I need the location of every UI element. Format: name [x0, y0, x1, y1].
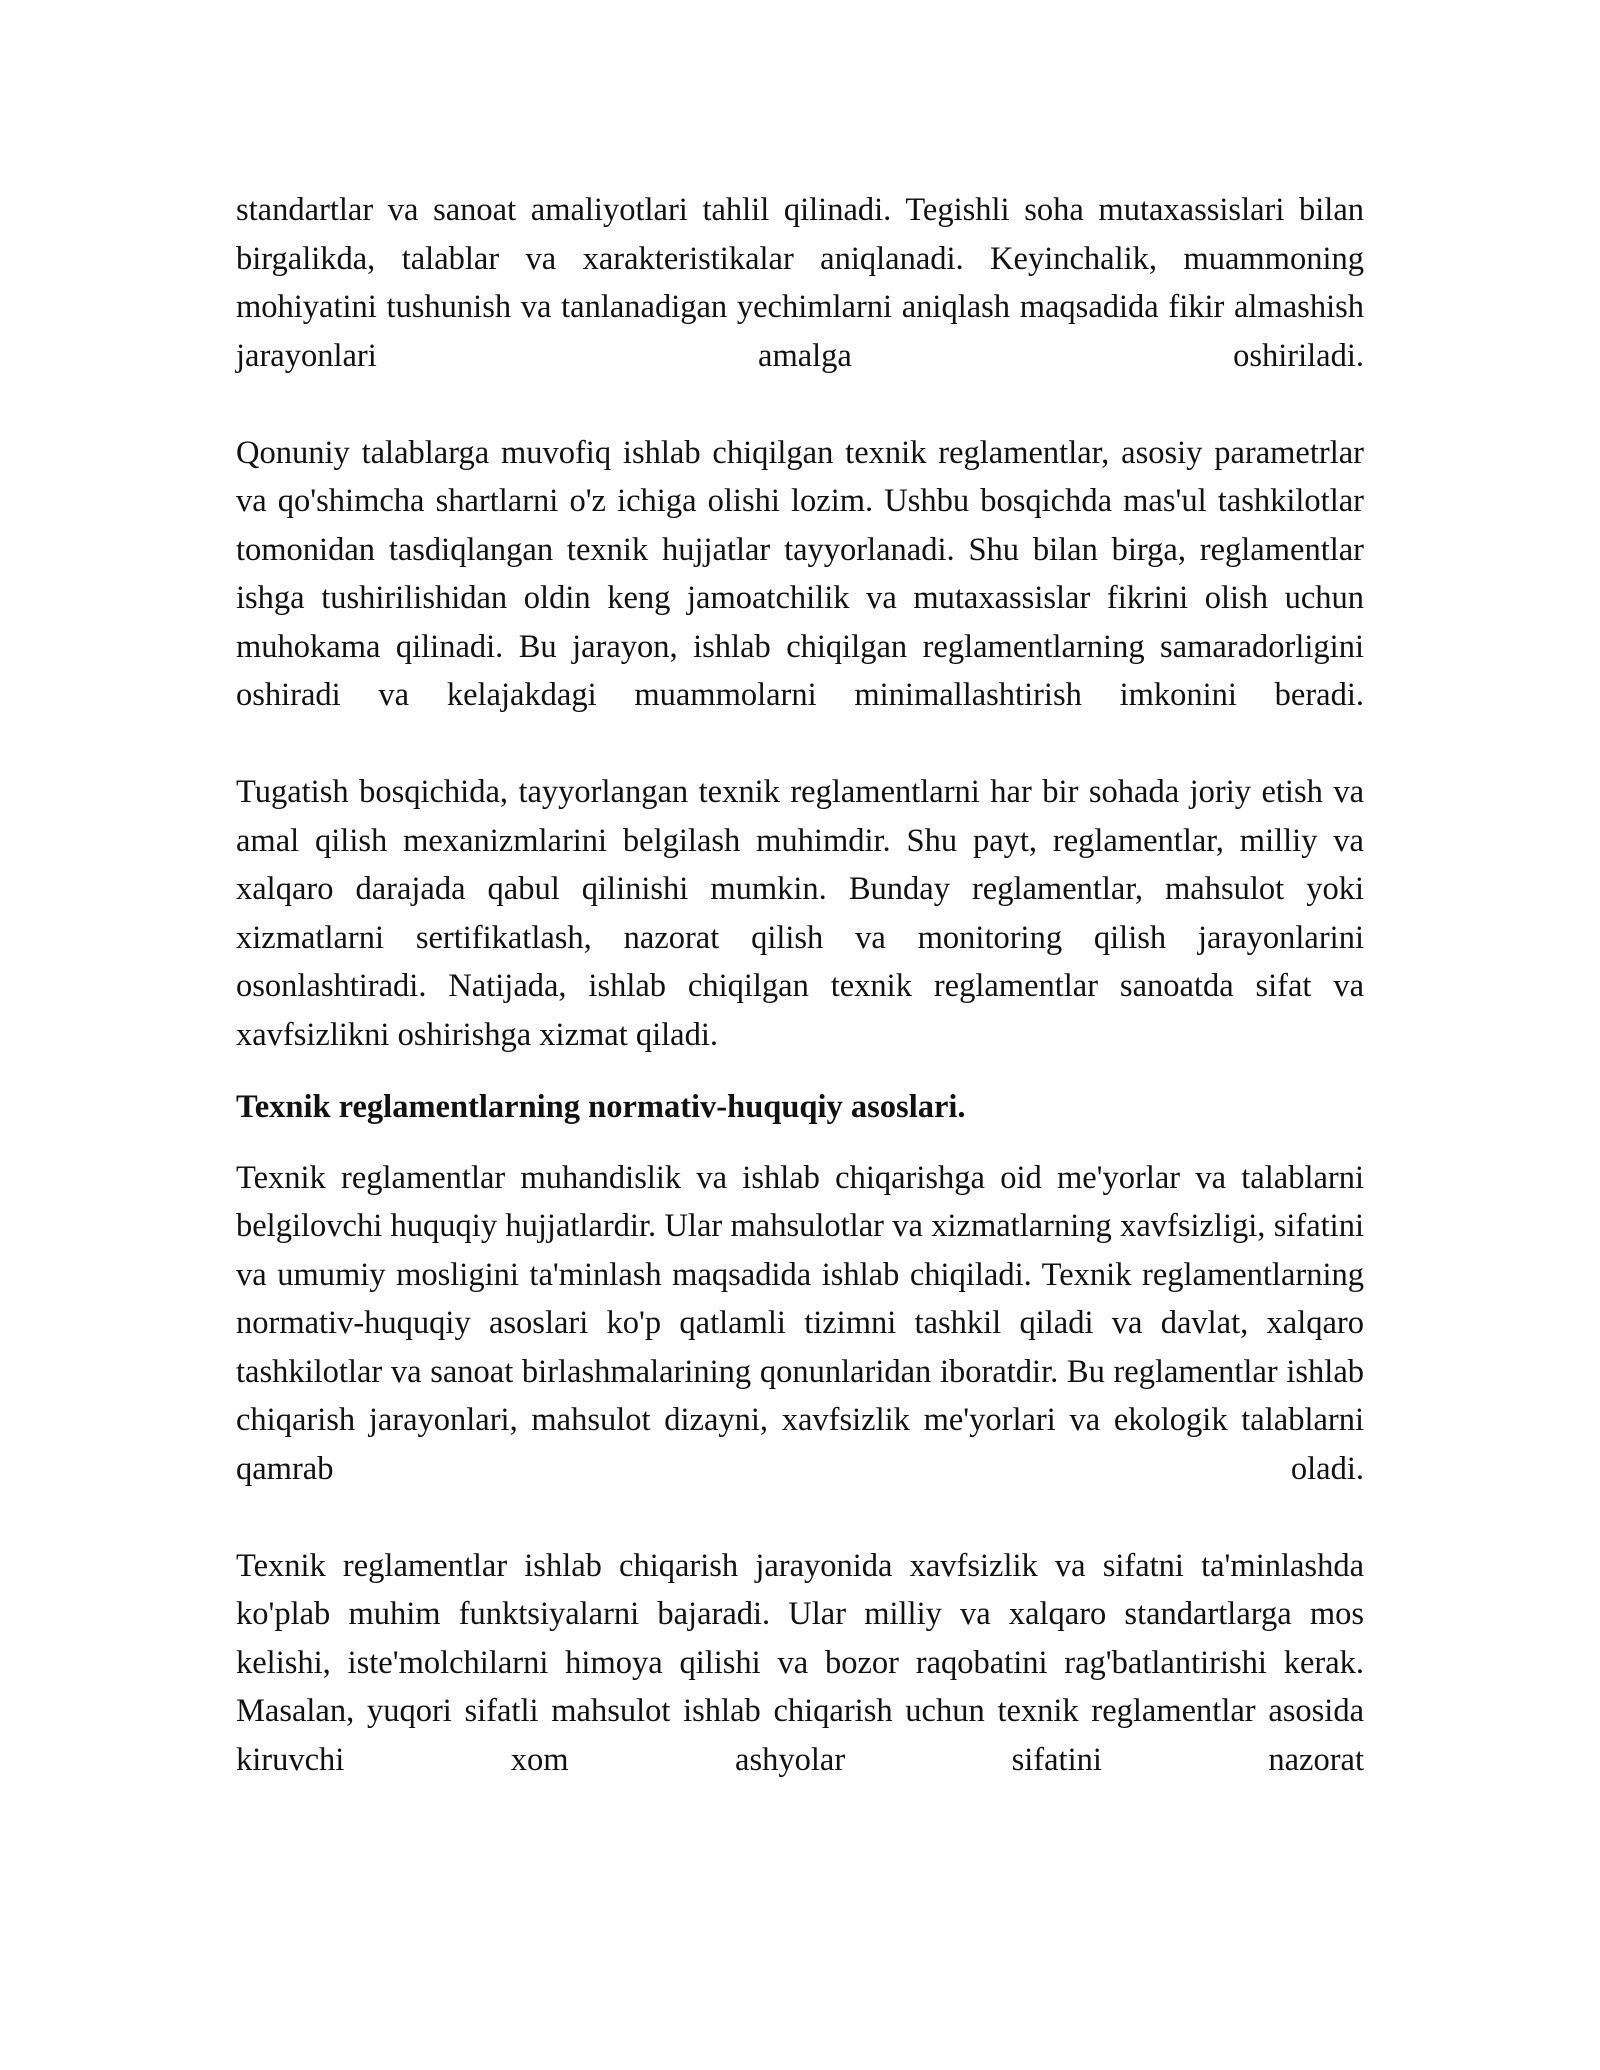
paragraph-gap [236, 380, 1364, 429]
paragraph-4: Texnik reglamentlar muhandislik va ishlab chiqarishga oid me'yorlar va talablarni belgilovchi huquqiy hujjatlardir. Ular mahsulotlar va xizmatlarning xavfsizligi, sifatini va umumiy mosligini ta'minlash maqsadida ishlab chiqiladi. Texnik reglamentlarning normativ-huquqiy asoslari ko'p qatlamli tizimni tashkil qiladi va davlat, xalqaro tashkilotlar va sanoat birlashmalarining qonunlaridan iboratdir. Bu reglamentlar ishlab chiqarish jarayonlari, mahsulot dizayni, xavfsizlik me'yorlari va ekologik talablarni qamrab oladi. [236, 1159, 1364, 1487]
document-page [236, 186, 1364, 1784]
paragraph-gap [236, 1493, 1364, 1542]
paragraph-3: Tugatish bosqichida, tayyorlangan texnik reglamentlarni har bir sohada joriy etish va amal qilish mexanizmlarini belgilash muhimdir. Shu payt, reglamentlar, milliy va xalqaro darajada qabul qilinishi mumkin. Bunday reglamentlar, mahsulot yoki xizmatlarni sertifikatlash, nazorat qilish va monitoring qilish jarayonlarini osonlashtiradi. Natijada, ishlab chiqilgan texnik reglamentlar sanoatda sifat va xavfsizlikni oshirishga xizmat qiladi. [236, 774, 1364, 1053]
paragraph-1: standartlar va sanoat amaliyotlari tahlil qilinadi. Tegishli soha mutaxassislari bilan birgalikda, talablar va xarakteristikalar aniqlanadi. Keyinchalik, muammoning mohiyatini tushunish va tanlanadigan yechimlarni aniqlash maqsadida fikir almashish jarayonlari amalga oshiriladi. [236, 192, 1364, 374]
section-heading: Texnik reglamentlarning normativ-huquqiy asoslari. [236, 1089, 966, 1125]
paragraph-2: Qonuniy talablarga muvofiq ishlab chiqilgan texnik reglamentlar, asosiy parametrlar va qo'shimcha shartlarni o'z ichiga olishi lozim. Ushbu bosqichda mas'ul tashkilotlar tomonidan tasdiqlangan texnik hujjatlar tayyorlanadi. Shu bilan birga, reglamentlar ishga tushirilishidan oldin keng jamoatchilik va mutaxassislar fikrini olish uchun muhokama qilinadi. Bu jarayon, ishlab chiqilgan reglamentlarning samaradorligini oshiradi va kelajakdagi muammolarni minimallashtirish imkonini beradi. [236, 434, 1364, 713]
paragraph-5: Texnik reglamentlar ishlab chiqarish jarayonida xavfsizlik va sifatni ta'minlashda ko'plab muhim funktsiyalarni bajaradi. Ular milliy va xalqaro standartlarga mos kelishi, iste'molchilarni himoya qilishi va bozor raqobatini rag'batlantirishi kerak. Masalan, yuqori sifatli mahsulot ishlab chiqarish uchun texnik reglamentlar asosida kiruvchi xom ashyolar sifatini nazorat [236, 1547, 1364, 1778]
paragraph-gap [236, 720, 1364, 769]
